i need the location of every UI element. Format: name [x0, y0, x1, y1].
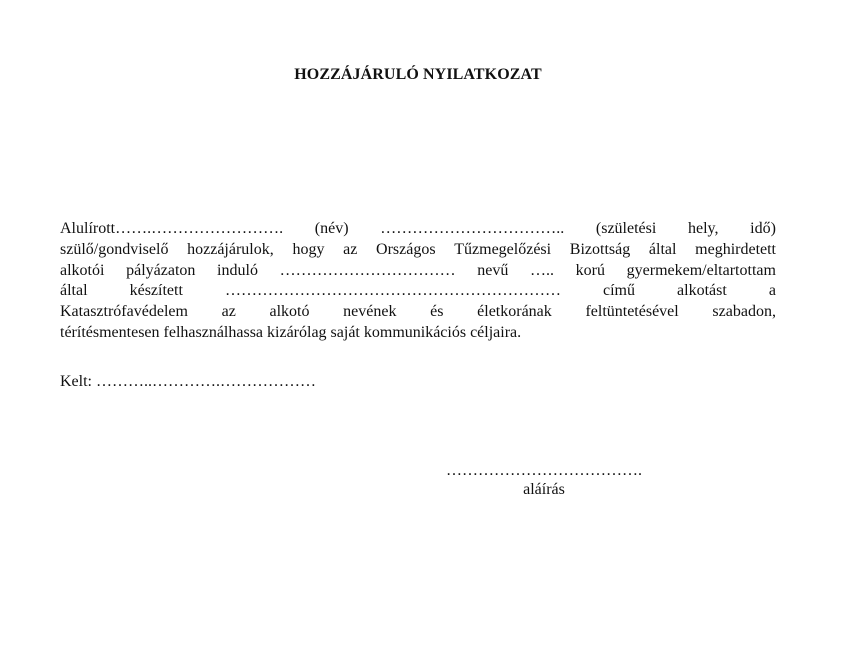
word: Országos	[376, 240, 436, 258]
signature-label: aláírás	[523, 481, 565, 498]
word: ………………………………………………………	[224, 282, 561, 300]
document-title: HOZZÁJÁRULÓ NYILATKOZAT	[294, 66, 542, 83]
paragraph-line-3	[60, 261, 776, 282]
paragraph-line-5	[60, 302, 776, 323]
date-line: Kelt: ………..………….………………	[60, 373, 316, 390]
word: című	[603, 282, 635, 300]
signature-block	[420, 461, 668, 499]
word: induló	[217, 261, 258, 279]
word: nevének	[343, 303, 397, 321]
word: gyermekem/eltartottam	[626, 261, 776, 279]
word: (név)	[314, 220, 349, 237]
word: idő)	[750, 220, 776, 237]
word: Alulírott…….…………………….	[60, 220, 284, 237]
word: és	[430, 303, 444, 321]
paragraph-line-4	[60, 281, 776, 302]
paragraph-line-6: térítésmentesen felhasználhassa kizárólag saját kommunikációs céljaira.	[60, 323, 522, 341]
word: korú	[575, 261, 605, 279]
word: nevű	[477, 261, 509, 279]
word: ……………………………	[279, 261, 456, 279]
word: hogy	[292, 240, 325, 258]
word: szülő/gondviselő	[60, 240, 169, 258]
consent-paragraph	[60, 219, 776, 344]
word: pályázaton	[126, 261, 196, 279]
word: által	[60, 282, 88, 300]
word: meghirdetett	[695, 240, 776, 258]
word: feltüntetésével	[585, 303, 679, 321]
word: Tűzmegelőzési	[454, 240, 552, 258]
paragraph-line-1	[60, 219, 776, 240]
word: alkotó	[269, 303, 310, 321]
word: ……………………………..	[380, 220, 565, 237]
word: hozzájárulok,	[187, 240, 274, 258]
word: által	[648, 240, 677, 258]
word: alkotást	[677, 282, 727, 300]
word: az	[221, 303, 236, 321]
word: (születési	[595, 220, 657, 237]
word: készített	[129, 282, 183, 300]
signature-line: ……………………………….	[446, 462, 642, 479]
word: életkorának	[477, 303, 552, 321]
word: szabadon,	[712, 303, 776, 321]
word: a	[768, 282, 776, 300]
word: …..	[530, 261, 555, 279]
word: Bizottság	[569, 240, 631, 258]
word: alkotói	[60, 261, 105, 279]
word: az	[343, 240, 358, 258]
word: hely,	[687, 220, 719, 237]
paragraph-line-2	[60, 240, 776, 261]
word: Katasztrófavédelem	[60, 303, 188, 321]
